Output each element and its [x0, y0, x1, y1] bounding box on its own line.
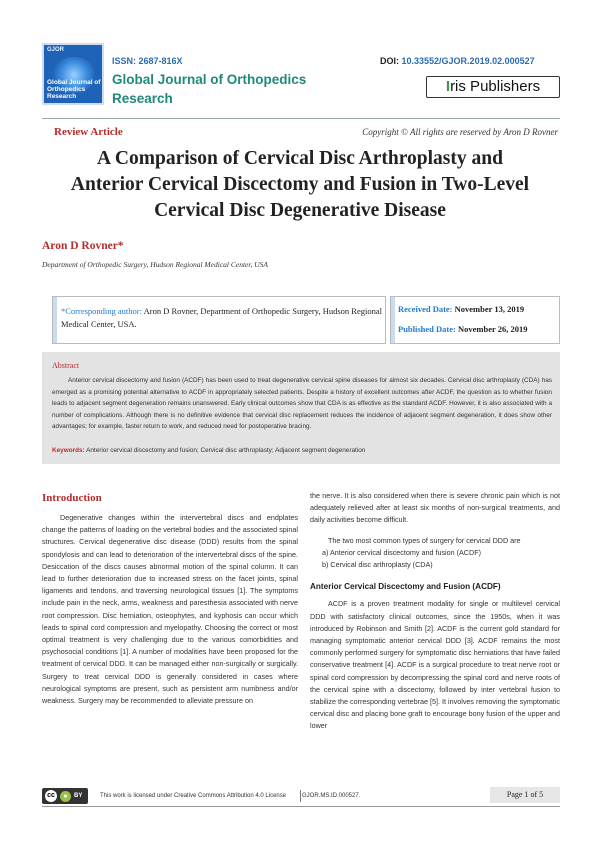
correspondence-label: *Corresponding author: [61, 306, 142, 316]
footer-separator [300, 790, 301, 802]
dates-box [390, 296, 560, 344]
doi-link[interactable]: 10.33552/GJOR.2019.02.000527 [401, 56, 535, 66]
footer-divider [42, 806, 560, 807]
logo-text: Global Journal of Orthopedics Research [47, 79, 101, 100]
abstract-heading: Abstract [52, 361, 80, 370]
introduction-paragraph: Degenerative changes within the intervertebral discs and endplates change the patterns of loading on the vertebral bodies and the associated spinal structures. Cervical degenerative disc disease (DDD) results from the spinal spondylosis and can lead to deterioration of the intervertebral discs of the spine. Desiccation of the discs causes abnormal motion of the spinal column. It can lead to further deterioration due to increased stress on the facet joints, spinal ligaments and tendons, and traversing neurological tissues [1]. The symptoms include pain in the neck, arms, weakness and paresthesia associated with nerve root compression. Disc herniation, osteophytes, and kyphosis can occur which leads to spinal cord compression and myelopathy. Choosing the correct or most optimal treatment is very challenging due to the various comorbidities and psychosocial conditions [1]. A number of modalities have been proposed for the treatment of cervical DDD. It can be managed either non-surgically or surgically. Surgery to treat cervical DDD is generally considered in cases where neurological symptoms are present, such as persistent arm numbness and/or weakness. Surgery may be recommended to alleviate pressure on [42, 513, 298, 706]
logo-top-text: GJOR [47, 47, 65, 53]
published-value: November 26, 2019 [457, 324, 528, 334]
keywords [52, 447, 365, 454]
article-title: A Comparison of Cervical Disc Arthroplasty and Anterior Cervical Discectomy and Fusion in Two-Level Cervical Disc Degenerative Disease [70, 148, 530, 221]
cc-by-label: BY [74, 793, 83, 799]
published-date [398, 324, 527, 334]
creative-commons-badge[interactable] [42, 788, 88, 804]
article-type: Review Article [54, 126, 123, 138]
doi [380, 56, 535, 66]
keywords-list: Anterior cervical discectomy and fusion; Cervical disc arthroplasty; Adjacent segment degeneration [86, 447, 366, 454]
publisher-logo[interactable] [426, 76, 560, 98]
received-date [398, 304, 524, 314]
publisher-logo-initial: I [445, 78, 451, 95]
introduction-heading: Introduction [42, 492, 102, 504]
manuscript-id: GJOR.MS.ID.000527. [302, 793, 361, 799]
correspondence-text [61, 305, 383, 330]
received-label: Received Date: [398, 304, 453, 314]
page-number: Page 1 of 5 [490, 787, 560, 803]
list-item: a) Anterior cervical discectomy and fusion (ACDF) [322, 547, 481, 557]
list-item: b) Cervical disc arthroplasty (CDA) [322, 560, 433, 570]
acdf-heading: Anterior Cervical Discectomy and Fusion (ACDF) [310, 582, 501, 592]
license-text: This work is licensed under Creative Commons Attribution 4.0 License [100, 793, 287, 799]
doi-label: DOI: [380, 56, 399, 66]
introduction-continued: the nerve. It is also considered when there is severe chronic pain which is not adequately relieved after at least six months of non-surgical treatments, and daily activities become difficult. [310, 491, 560, 525]
journal-logo [42, 43, 104, 105]
author-name[interactable]: Aron D Rovner* [42, 240, 124, 252]
copyright-notice: Copyright © All rights are reserved by Aron D Rovner [362, 127, 558, 137]
surgery-types-intro: The two most common types of surgery for cervical DDD are [328, 535, 521, 545]
right-column [310, 490, 560, 733]
journal-title[interactable]: Global Journal of Orthopedics Research [112, 72, 307, 106]
keywords-label: Keywords: [52, 447, 85, 454]
abstract-body: Anterior cervical discectomy and fusion (ACDF) has been used to treat degenerative cervical spine diseases for almost six decades. Cervical disc arthroplasty (CDA) has emerged as a promising potential alternative to ACDF in appropriately selected patients. Despite a history of excellent outcomes after ACDF, the question as to whether fusion leads to adjacent segment degeneration remains unanswered. Early clinical outcomes show that CDA is as effective as the standard ACDF. However, it is also associated with a number of complications. Although there is no definitive evidence that cervical disc replacement reduces the incidence of adjacent segment degeneration, it does show other advantages; for example, faster return to work, and reduced need for postoperative bracing. [52, 377, 552, 431]
abstract-box [42, 352, 560, 464]
publisher-logo-name: ris Publishers [450, 78, 541, 95]
issn: ISSN: 2687-816X [112, 56, 183, 66]
correspondence-detail: Aron D Rovner, Department of Orthopedic Surgery, Hudson Regional Medical Center, USA. [61, 306, 382, 329]
attribution-icon: ● [60, 791, 71, 802]
published-label: Published Date: [398, 324, 456, 334]
left-column [42, 512, 298, 707]
correspondence-box [52, 296, 386, 344]
author-affiliation: Department of Orthopedic Surgery, Hudson Regional Medical Center, USA [42, 260, 268, 269]
acdf-paragraph: ACDF is a proven treatment modality for single or multilevel cervical DDD with satisfactory clinical outcomes, since the 1950s, when it was introduced by Robinson and Smith [2]. ACDF is the current gold standard for managing symptomatic anterior cervical DDD [3]. ACDF remains the most commonly performed surgery for symptomatic disc herniations that have failed conservative treatment [4]. ACDF is a surgical procedure to treat nerve root or spinal cord compression by decompressing the spinal cord and nerve roots of the cervical spine with a discectomy, followed by inter vertebral fusion to stabilize the corresponding vertebrae [5]. It involves removing the symptomatic cervical disc and placing bone graft to encourage bony fusion of the upper and lower [310, 599, 560, 731]
received-value: November 13, 2019 [454, 304, 525, 314]
header-divider [42, 118, 560, 119]
cc-icon: cc [45, 790, 57, 802]
